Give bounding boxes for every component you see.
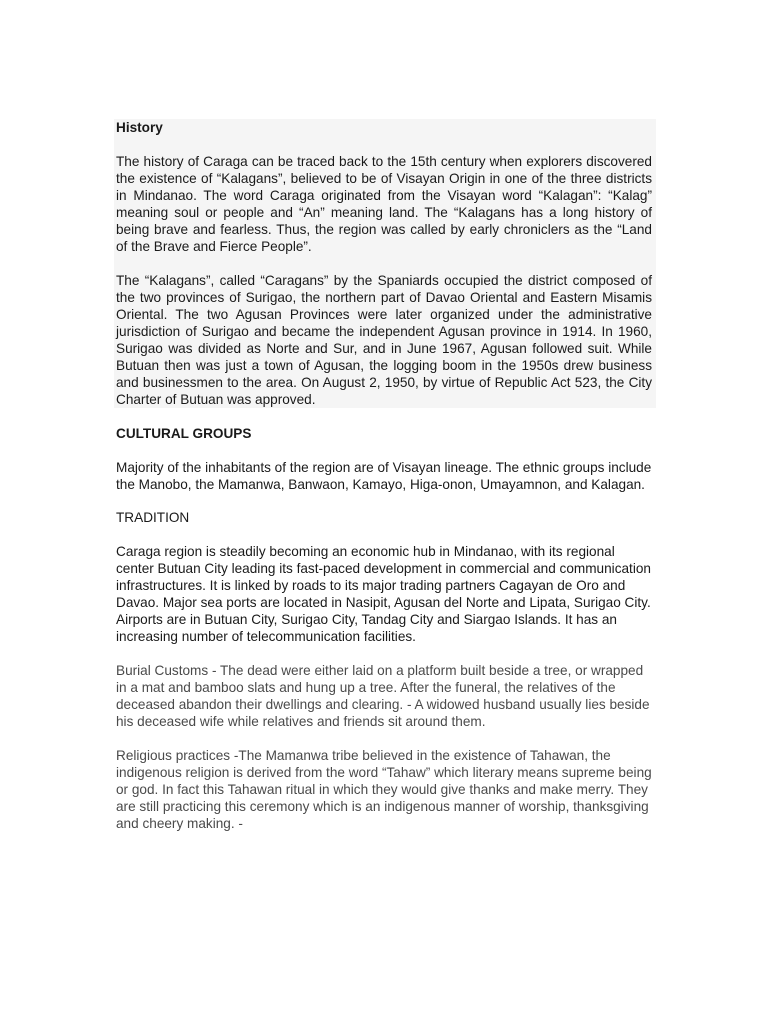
cultural-groups-paragraph: Majority of the inhabitants of the region are of Visayan lineage. The ethnic groups include the Manobo, the Mamanwa, Banwaon, Kamayo, Higa-onon, Umayamnon, and Kalagan. xyxy=(116,460,652,492)
history-section xyxy=(114,119,656,408)
history-paragraph-2: The “Kalagans”, called “Caragans” by the Spaniards occupied the district composed of the two provinces of Surigao, the northern part of Davao Oriental and Eastern Misamis Oriental. The two Agusan Provinces were later organized under the administrative jurisdiction of Surigao and became the independent Agusan province in 1914. In 1960, Surigao was divided as Norte and Sur, and in June 1967, Agusan followed suit. While Butuan then was just a town of Agusan, the logging boom in the 1950s drew business and businessmen to the area. On August 2, 1950, by virtue of Republic Act 523, the City Charter of Butuan was approved. xyxy=(116,273,652,407)
cultural-groups-heading: CULTURAL GROUPS xyxy=(116,426,252,441)
tradition-heading: TRADITION xyxy=(116,510,190,525)
burial-customs-paragraph: Burial Customs - The dead were either laid on a platform built beside a tree, or wrapped in a mat and bamboo slats and hung up a tree. After the funeral, the relatives of the deceased abandon their dwellings and clearing. - A widowed husband usually lies beside his deceased wife while relatives and friends sit around them. xyxy=(116,663,650,729)
document-body xyxy=(116,119,652,832)
religious-practices-paragraph: Religious practices -The Mamanwa tribe believed in the existence of Tahawan, the indigenous religion is derived from the word “Tahaw” which literary means supreme being or god. In fact this Tahawan ritual in which they would give thanks and make merry. They are still practicing this ceremony which is an indigenous manner of worship, thanksgiving and cheery making. - xyxy=(116,748,652,831)
history-paragraph-1: The history of Caraga can be traced back to the 15th century when explorers discovered the existence of “Kalagans”, believed to be of Visayan Origin in one of the three districts in Mindanao. The word Caraga originated from the Visayan word “Kalagan”: “Kalag” meaning soul or people and “An” meaning land. The “Kalagans has a long history of being brave and fearless. Thus, the region was called by early chroniclers as the “Land of the Brave and Fierce People”. xyxy=(116,154,652,254)
history-heading: History xyxy=(116,120,163,135)
tradition-paragraph: Caraga region is steadily becoming an economic hub in Mindanao, with its regional center Butuan City leading its fast-paced development in commercial and communication infrastructures. It is linked by roads to its major trading partners Cagayan de Oro and Davao. Major sea ports are located in Nasipit, Agusan del Norte and Lipata, Surigao City. Airports are in Butuan City, Surigao City, Tandag City and Siargao Islands. It has an increasing number of telecommunication facilities. xyxy=(116,544,651,644)
